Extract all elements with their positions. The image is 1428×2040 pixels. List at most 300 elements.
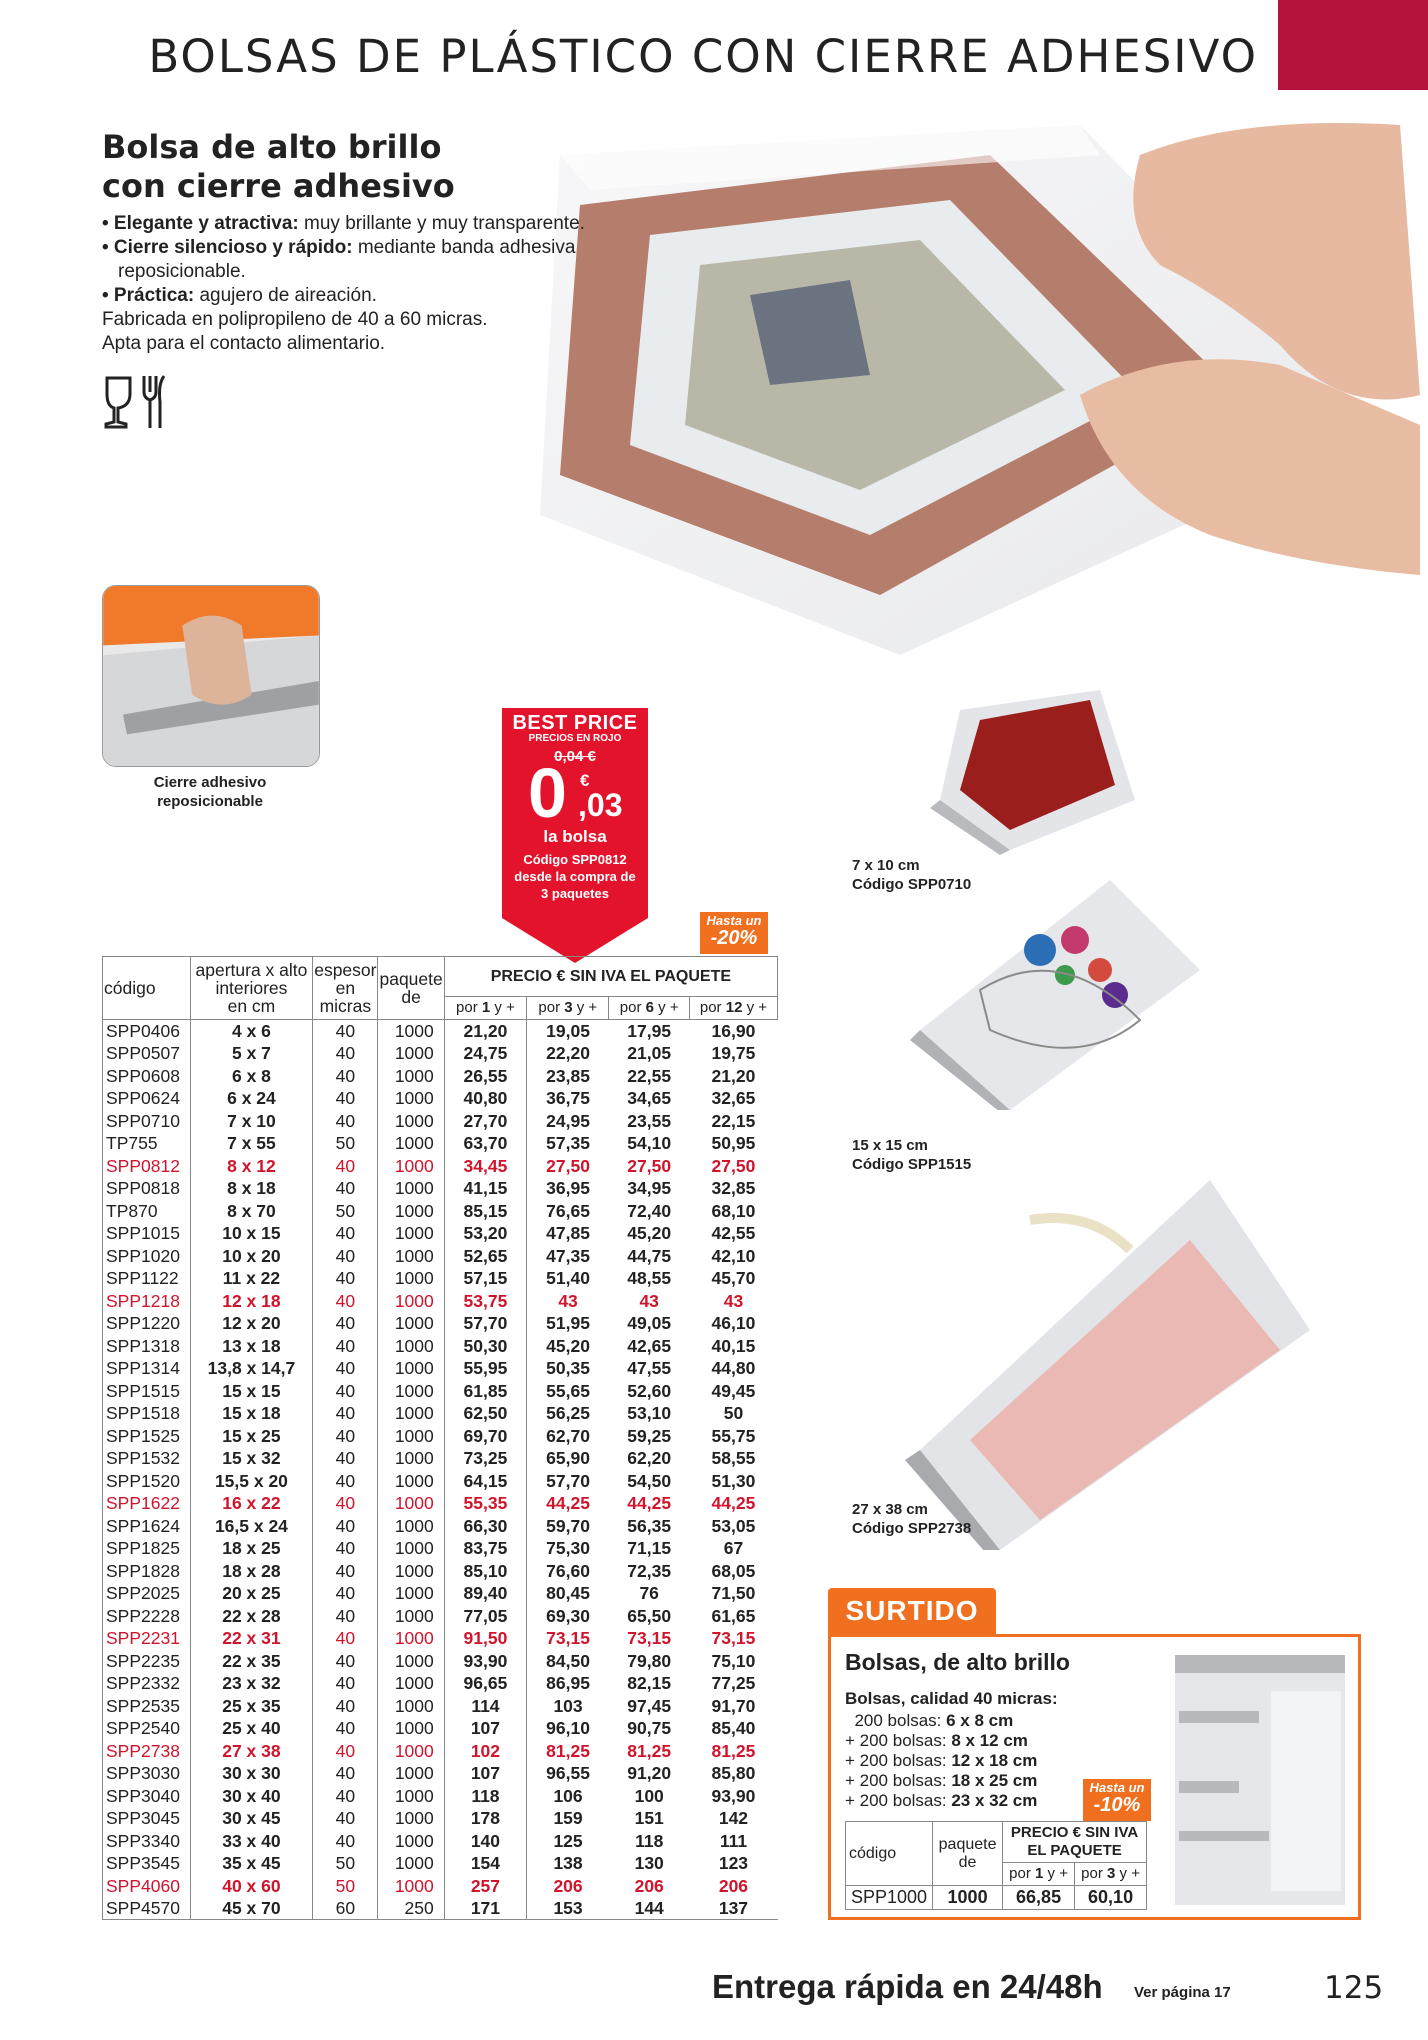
cell-price-1: 140 (444, 1830, 526, 1853)
table-row (103, 1650, 778, 1673)
price-unit-label: la bolsa (543, 827, 607, 846)
product-features (102, 212, 585, 356)
table-row (103, 1447, 778, 1470)
cell-thickness: 40 (313, 1110, 378, 1133)
cell-size: 10 x 15 (190, 1222, 313, 1245)
cell-price-6: 79,80 (627, 1650, 672, 1671)
header-line: apertura x alto (195, 960, 308, 980)
caption-code: Código SPP1515 (852, 1156, 972, 1173)
caption-line: reposicionable (157, 793, 263, 810)
cell-price-1: 66,85 (1003, 1886, 1075, 1910)
table-row (103, 1560, 778, 1583)
cell-price-3: 45,20 (546, 1335, 590, 1356)
cell-thickness: 40 (313, 1290, 378, 1313)
cell-price-12: 27,50 (711, 1155, 756, 1176)
cell-price-6: 90,75 (627, 1718, 672, 1739)
delivery-page-ref[interactable]: Ver página 17 (1134, 1984, 1231, 2001)
cell-pack: 1000 (378, 1672, 444, 1695)
table-row (103, 1020, 778, 1043)
cell-thickness: 40 (313, 1267, 378, 1290)
feature-text: agujero de aireación. (194, 285, 377, 306)
header-line: en (335, 978, 356, 998)
cell-price-6: 91,20 (627, 1763, 672, 1784)
cell-price-6: 151 (634, 1808, 664, 1829)
cell-price-6: 23,55 (627, 1110, 672, 1131)
cell-pack: 1000 (378, 1020, 444, 1043)
best-price-subtitle: PRECIOS EN ROJO (528, 733, 622, 744)
cell-price-1: 55,35 (444, 1492, 526, 1515)
cell-size: 16 x 22 (190, 1492, 313, 1515)
cell-size: 40 x 60 (190, 1875, 313, 1898)
cell-price-1: 53,20 (444, 1222, 526, 1245)
cell-price-1: 41,15 (444, 1177, 526, 1200)
cell-price-3: 57,35 (546, 1133, 590, 1154)
cell-price-3: 50,35 (546, 1358, 590, 1379)
table-row (103, 1087, 778, 1110)
table-row (103, 1852, 778, 1875)
cell-thickness: 50 (313, 1852, 378, 1875)
table-row (103, 1582, 778, 1605)
header-line: micras (319, 996, 372, 1016)
cell-pack: 1000 (378, 1312, 444, 1335)
cell-code: SPP2535 (103, 1695, 191, 1718)
cell-price-12: 32,65 (711, 1088, 756, 1109)
cell-code: SPP1515 (103, 1380, 191, 1403)
header-line: interiores (215, 978, 288, 998)
cell-thickness: 40 (313, 1087, 378, 1110)
cell-pack: 1000 (378, 1245, 444, 1268)
cell-price-6: 118 (635, 1830, 664, 1851)
table-row (103, 1740, 778, 1763)
cell-price-1: 40,80 (444, 1087, 526, 1110)
table-row (103, 1627, 778, 1650)
cell-size: 25 x 35 (190, 1695, 313, 1718)
cell-thickness: 40 (313, 1830, 378, 1853)
cell-price-3: 19,05 (546, 1021, 590, 1041)
cell-thickness: 40 (313, 1492, 378, 1515)
cell-price-12: 42,55 (711, 1223, 756, 1244)
table-row (103, 1492, 778, 1515)
cell-pack: 1000 (378, 1762, 444, 1785)
cell-price-1: 62,50 (444, 1402, 526, 1425)
cell-price-12: 21,20 (711, 1065, 756, 1086)
cell-price-3: 51,40 (546, 1268, 590, 1289)
cell-price-12: 75,10 (711, 1650, 756, 1671)
price-units: 0 (528, 754, 567, 832)
col-por-3: por 3 y + (1075, 1863, 1147, 1886)
cell-price-12: 50 (723, 1403, 744, 1424)
cell-price-12: 44,80 (711, 1358, 756, 1379)
cell-size: 22 x 35 (190, 1650, 313, 1673)
cell-size: 30 x 30 (190, 1762, 313, 1785)
code-line: Código SPP0812 (523, 852, 627, 867)
cell-price-3: 60,10 (1075, 1886, 1147, 1910)
cell-pack: 1000 (378, 1132, 444, 1155)
caption-size: 27 x 38 cm (852, 1501, 928, 1518)
cell-price-3: 59,70 (546, 1515, 590, 1536)
cell-price-1: 66,30 (444, 1515, 526, 1538)
cell-price-3: 76,60 (546, 1560, 590, 1581)
best-price-code (502, 851, 648, 902)
cell-thickness: 40 (313, 1447, 378, 1470)
cell-code: SPP1220 (103, 1312, 191, 1335)
cell-price-6: 65,50 (627, 1605, 672, 1626)
cell-price-6: 206 (634, 1875, 664, 1896)
cell-price-1: 53,75 (444, 1290, 526, 1313)
cell-size: 18 x 25 (190, 1537, 313, 1560)
cell-price-6: 82,15 (627, 1673, 672, 1694)
caption-medium-bag (852, 1136, 971, 1174)
cell-code: SPP2540 (103, 1717, 191, 1740)
surtido-bags-photo (1171, 1651, 1349, 1909)
cell-price-3: 76,65 (546, 1200, 590, 1221)
cell-price-6: 27,50 (627, 1155, 672, 1176)
adhesive-closure-photo (102, 585, 320, 767)
cell-size: 30 x 40 (190, 1785, 313, 1808)
col-opening-header (190, 957, 313, 1020)
cell-thickness: 40 (313, 1357, 378, 1380)
cell-price-12: 22,15 (711, 1110, 756, 1131)
table-row (103, 1110, 778, 1133)
feature-label: • Cierre silencioso y rápido: (102, 237, 353, 258)
delivery-banner: Entrega rápida en 24/48h (712, 1968, 1103, 2005)
cell-size: 35 x 45 (190, 1852, 313, 1875)
surtido-item: 200 bolsas: 6 x 8 cm (845, 1711, 1014, 1730)
cell-price-3: 47,85 (546, 1223, 590, 1244)
cell-price-3: 22,20 (546, 1043, 590, 1064)
cell-price-6: 44,75 (627, 1245, 672, 1266)
cell-price-1: 64,15 (444, 1470, 526, 1493)
table-row (103, 1672, 778, 1695)
cell-size: 15 x 15 (190, 1380, 313, 1403)
feature-label: • Elegante y atractiva: (102, 213, 299, 234)
cell-price-6: 71,15 (627, 1538, 672, 1559)
price-table (102, 956, 778, 1920)
cell-code: SPP1015 (103, 1222, 191, 1245)
cell-code: SPP1520 (103, 1470, 191, 1493)
cell-price-12: 44,25 (711, 1493, 756, 1514)
cell-price-12: 45,70 (711, 1268, 756, 1289)
caption-size: 7 x 10 cm (852, 857, 920, 874)
header-line: de (401, 987, 421, 1007)
cell-code: SPP1825 (103, 1537, 191, 1560)
cell-price-3: 24,95 (546, 1110, 590, 1131)
thumb-caption (110, 773, 310, 811)
table-row (103, 1875, 778, 1898)
cell-price-3: 69,30 (546, 1605, 590, 1626)
table-row (103, 1470, 778, 1493)
table-row (103, 1830, 778, 1853)
cell-code: SPP0812 (103, 1155, 191, 1178)
cell-price-6: 59,25 (627, 1425, 672, 1446)
cell-size: 11 x 22 (190, 1267, 313, 1290)
cell-price-6: 44,25 (627, 1493, 672, 1514)
cell-price-3: 51,95 (546, 1313, 590, 1334)
cell-pack: 1000 (378, 1177, 444, 1200)
feature-text: mediante banda adhesiva (352, 237, 576, 258)
table-row (103, 1155, 778, 1178)
cell-thickness: 40 (313, 1380, 378, 1403)
cell-price-1: 93,90 (444, 1650, 526, 1673)
cell-thickness: 40 (313, 1425, 378, 1448)
cell-code: SPP2228 (103, 1605, 191, 1628)
surtido-title: Bolsas, de alto brillo (845, 1649, 1070, 1675)
cell-size: 6 x 8 (190, 1065, 313, 1088)
cell-price-3: 159 (553, 1808, 583, 1829)
cell-thickness: 50 (313, 1200, 378, 1223)
table-row (103, 1762, 778, 1785)
hero-photo (520, 95, 1420, 675)
cell-code: SPP3030 (103, 1762, 191, 1785)
cell-price-12: 42,10 (711, 1245, 756, 1266)
cell-thickness: 50 (313, 1132, 378, 1155)
cell-price-6: 76 (639, 1583, 659, 1604)
cell-size: 15 x 25 (190, 1425, 313, 1448)
cell-size: 7 x 55 (190, 1132, 313, 1155)
cell-price-3: 106 (553, 1785, 583, 1806)
discount-small: Hasta un (1089, 1780, 1145, 1795)
cell-price-6: 52,60 (627, 1380, 672, 1401)
cell-thickness: 40 (313, 1312, 378, 1335)
cell-price-1: 52,65 (444, 1245, 526, 1268)
cell-thickness: 40 (313, 1807, 378, 1830)
cell-price-1: 85,10 (444, 1560, 526, 1583)
discount-badge (700, 912, 768, 954)
col-por-12: por 12 y + (689, 997, 777, 1020)
cell-price-3: 96,55 (546, 1763, 590, 1784)
bag-photo-medium (900, 880, 1200, 1110)
feature-text: muy brillante y muy transparente. (298, 213, 585, 234)
cell-thickness: 40 (313, 1065, 378, 1088)
cell-pack: 1000 (378, 1717, 444, 1740)
cell-pack: 250 (378, 1897, 444, 1920)
cell-size: 6 x 24 (190, 1087, 313, 1110)
cell-code: SPP1622 (103, 1492, 191, 1515)
cell-price-1: 171 (444, 1897, 526, 1920)
cell-pack: 1000 (378, 1402, 444, 1425)
cell-price-6: 81,25 (627, 1740, 672, 1761)
table-row (103, 1402, 778, 1425)
caption-code: Código SPP0710 (852, 876, 972, 893)
price-cents: ,03 (578, 787, 623, 823)
cell-price-6: 49,05 (627, 1313, 672, 1334)
cell-pack: 1000 (378, 1065, 444, 1088)
cell-price-6: 43 (639, 1290, 659, 1311)
cell-price-1: 257 (444, 1875, 526, 1898)
cell-code: SPP2235 (103, 1650, 191, 1673)
best-price-badge (502, 708, 648, 963)
cell-thickness: 40 (313, 1785, 378, 1808)
col-pack-header: paquete de (933, 1822, 1003, 1886)
best-price-title: BEST PRICE (512, 712, 638, 734)
old-price: 0,04 € (554, 748, 596, 765)
cell-thickness: 40 (313, 1515, 378, 1538)
price-currency: € (580, 771, 590, 790)
product-title-line: Bolsa de alto brillo (102, 128, 442, 166)
cell-price-1: 107 (444, 1717, 526, 1740)
col-code-header: código (846, 1822, 933, 1886)
feature-line (102, 260, 585, 284)
cell-size: 12 x 20 (190, 1312, 313, 1335)
feature-label: • Práctica: (102, 285, 195, 306)
cell-code: SPP0608 (103, 1065, 191, 1088)
cell-price-3: 27,50 (546, 1155, 590, 1176)
cell-price-3: 62,70 (546, 1425, 590, 1446)
cell-price-1: 34,45 (444, 1155, 526, 1178)
cell-code: SPP1122 (103, 1267, 191, 1290)
header-line: en cm (227, 996, 276, 1016)
cell-price-6: 53,10 (627, 1403, 672, 1424)
cell-pack: 1000 (378, 1785, 444, 1808)
cell-price-12: 142 (718, 1808, 749, 1829)
cell-price-6: 54,10 (627, 1133, 672, 1154)
cell-code: SPP1020 (103, 1245, 191, 1268)
cell-size: 8 x 18 (190, 1177, 313, 1200)
cell-price-3: 36,75 (546, 1088, 590, 1109)
cell-price-1: 63,70 (444, 1132, 526, 1155)
cell-size: 22 x 31 (190, 1627, 313, 1650)
cell-size: 15 x 32 (190, 1447, 313, 1470)
cell-thickness: 40 (313, 1650, 378, 1673)
cell-price-12: 46,10 (711, 1313, 756, 1334)
cell-pack: 1000 (378, 1830, 444, 1853)
feature-line (102, 236, 585, 260)
surtido-items (845, 1711, 1037, 1811)
cell-price-3: 73,15 (546, 1628, 590, 1649)
feature-text: reposicionable. (118, 261, 246, 282)
cell-pack: 1000 (933, 1886, 1003, 1910)
cell-price-6: 72,35 (627, 1560, 672, 1581)
table-row (103, 1290, 778, 1313)
cell-pack: 1000 (378, 1740, 444, 1763)
cell-price-6: 34,65 (627, 1088, 672, 1109)
corner-color-block (1278, 0, 1428, 90)
cell-price-1: 154 (444, 1852, 526, 1875)
product-title (102, 128, 455, 206)
cell-price-3: 55,65 (546, 1380, 590, 1401)
cell-price-6: 47,55 (627, 1358, 672, 1379)
cell-price-12: 68,10 (711, 1200, 756, 1221)
col-code-header: código (103, 957, 191, 1020)
cell-pack: 1000 (378, 1515, 444, 1538)
table-row (846, 1886, 1147, 1910)
cell-price-1: 102 (444, 1740, 526, 1763)
table-row (103, 1515, 778, 1538)
cell-thickness: 40 (313, 1537, 378, 1560)
cell-price-12: 93,90 (711, 1785, 756, 1806)
cell-thickness: 40 (313, 1672, 378, 1695)
cell-size: 18 x 28 (190, 1560, 313, 1583)
cell-price-1: 61,85 (444, 1380, 526, 1403)
table-row (103, 1335, 778, 1358)
cell-code: SPP4570 (103, 1897, 191, 1920)
cell-size: 7 x 10 (190, 1110, 313, 1133)
cell-price-12: 137 (689, 1897, 777, 1920)
cell-price-3: 23,85 (546, 1065, 590, 1086)
cell-price-6: 42,65 (627, 1335, 672, 1356)
cell-pack: 1000 (378, 1627, 444, 1650)
cell-pack: 1000 (378, 1807, 444, 1830)
discount-small: Hasta un (706, 913, 762, 928)
header-line: espesor (314, 960, 377, 980)
cell-thickness: 40 (313, 1335, 378, 1358)
page-number: 125 (1324, 1970, 1384, 2006)
bag-photo-small (900, 680, 1140, 855)
surtido-item: + 200 bolsas: 18 x 25 cm (845, 1771, 1038, 1790)
table-row (103, 1222, 778, 1245)
cell-code: SPP2332 (103, 1672, 191, 1695)
cell-price-6: 45,20 (627, 1223, 672, 1244)
cell-price-1: 83,75 (444, 1537, 526, 1560)
col-por-3: por 3 y + (527, 997, 609, 1020)
cell-price-1: 107 (444, 1762, 526, 1785)
surtido-discount-badge (1083, 1779, 1151, 1821)
table-row (103, 1807, 778, 1830)
cell-pack: 1000 (378, 1380, 444, 1403)
cell-thickness: 40 (313, 1560, 378, 1583)
food-line: Apta para el contacto alimentario. (102, 333, 386, 354)
cell-thickness: 40 (313, 1582, 378, 1605)
cell-code: SPP1518 (103, 1402, 191, 1425)
cell-price-12: 85,80 (711, 1763, 756, 1784)
table-row (103, 1785, 778, 1808)
cell-price-12: 123 (718, 1853, 749, 1874)
cell-thickness: 40 (313, 1740, 378, 1763)
cell-price-3: 57,70 (546, 1470, 590, 1491)
surtido-item: + 200 bolsas: 23 x 32 cm (845, 1791, 1038, 1810)
col-por-1: por 1 y + (1003, 1863, 1075, 1886)
cell-price-3: 36,95 (546, 1178, 590, 1199)
cell-price-12: 16,90 (711, 1021, 756, 1041)
cell-price-3: 56,25 (546, 1403, 590, 1424)
cell-code: SPP2738 (103, 1740, 191, 1763)
col-por-6: por 6 y + (609, 997, 689, 1020)
table-row (103, 1132, 778, 1155)
cell-price-12: 49,45 (711, 1380, 756, 1401)
table-row (103, 1695, 778, 1718)
col-pack-header (378, 957, 444, 1020)
cell-pack: 1000 (378, 1222, 444, 1245)
material-line: Fabricada en polipropileno de 40 a 60 micras. (102, 309, 488, 330)
cell-price-12: 73,15 (711, 1628, 756, 1649)
cell-price-1: 57,70 (444, 1312, 526, 1335)
cell-price-1: 57,15 (444, 1267, 526, 1290)
cell-price-6: 130 (634, 1853, 664, 1874)
table-row (103, 1425, 778, 1448)
cell-price-3: 206 (553, 1875, 583, 1896)
cell-price-3: 153 (527, 1897, 609, 1920)
fork-glass-icon (102, 372, 172, 432)
cell-price-1: 91,50 (444, 1627, 526, 1650)
product-title-line: con cierre adhesivo (102, 167, 455, 205)
cell-price-1: 55,95 (444, 1357, 526, 1380)
cell-price-12: 85,40 (711, 1718, 756, 1739)
cell-price-12: 77,25 (711, 1673, 756, 1694)
cell-price-6: 62,20 (627, 1448, 672, 1469)
cell-price-6: 73,15 (627, 1628, 672, 1649)
cell-code: SPP4060 (103, 1875, 191, 1898)
cell-price-6: 97,45 (627, 1695, 672, 1716)
discount-big: -20% (710, 927, 758, 949)
cell-size: 27 x 38 (190, 1740, 313, 1763)
cell-price-1: 114 (444, 1695, 526, 1718)
cell-code: SPP1525 (103, 1425, 191, 1448)
cell-size: 13,8 x 14,7 (190, 1357, 313, 1380)
cell-code: TP755 (103, 1132, 191, 1155)
cell-price-3: 96,10 (546, 1718, 590, 1739)
cell-size: 16,5 x 24 (190, 1515, 313, 1538)
cell-size: 8 x 12 (190, 1155, 313, 1178)
